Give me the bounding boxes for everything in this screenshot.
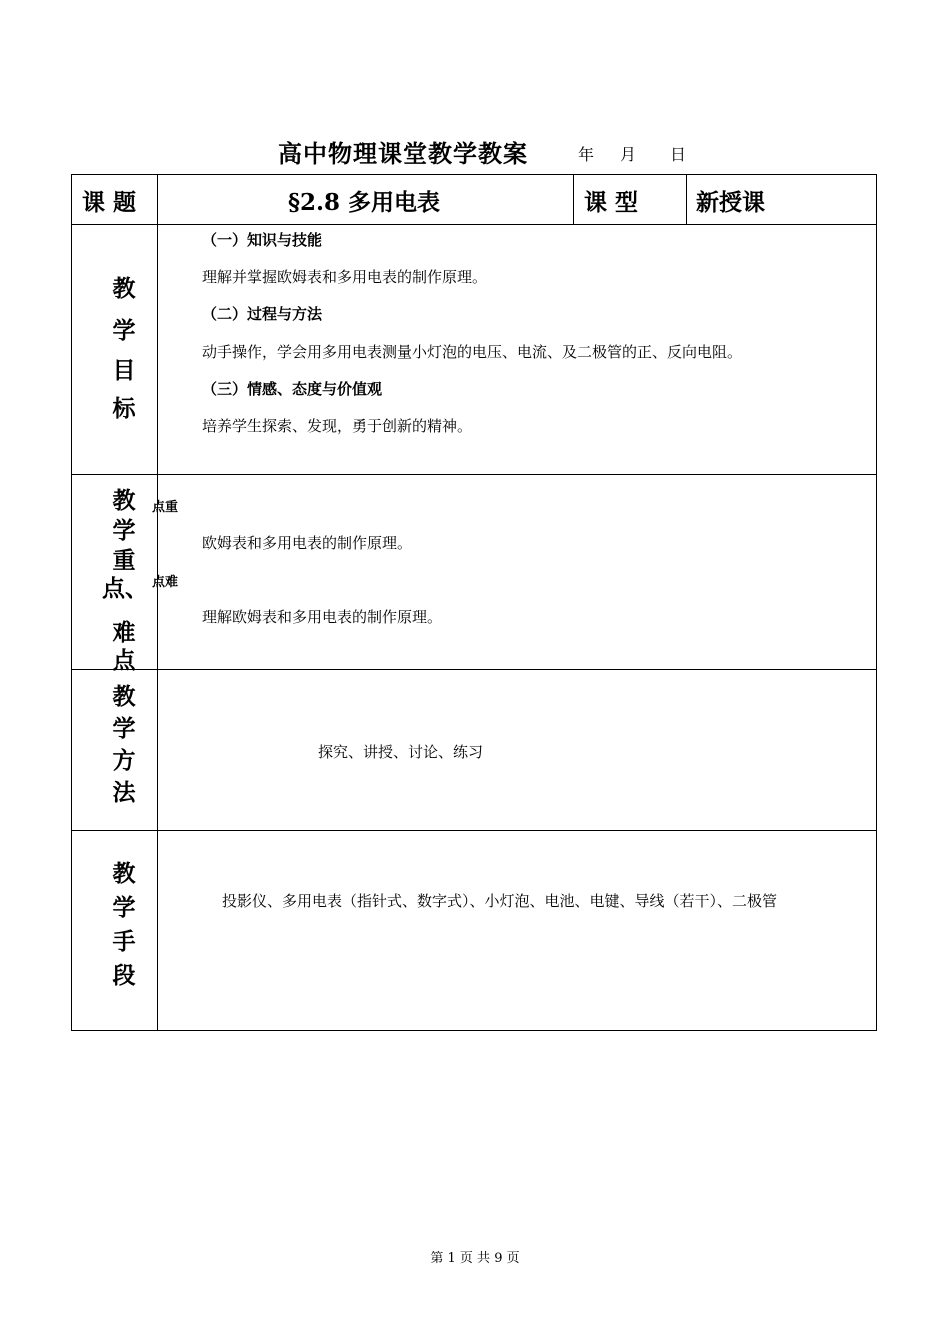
difficulty-tag: 点难 — [152, 575, 179, 590]
objectives-label: 教 学 目 标 — [112, 275, 136, 422]
methods-text: 探究、讲授、讨论、练习 — [318, 743, 484, 761]
row-divider — [71, 224, 877, 225]
objective-heading: （三）情感、态度与价值观 — [202, 380, 383, 398]
focus-text: 欧姆表和多用电表的制作原理。 — [202, 534, 413, 552]
objective-text: 培养学生探索、发现，勇于创新的精神。 — [202, 417, 473, 435]
column-divider — [573, 174, 574, 225]
type-value: 新授课 — [696, 189, 765, 216]
date-year: 年 — [578, 145, 595, 164]
column-divider — [686, 174, 687, 225]
means-text: 投影仪、多用电表（指针式、数字式）、小灯泡、电池、电键、导线（若干）、二极管 — [222, 892, 778, 910]
column-divider — [157, 174, 158, 1031]
objective-heading: （二）过程与方法 — [202, 305, 323, 323]
methods-label: 教 学 方 法 — [112, 683, 136, 806]
focus-tag: 点重 — [152, 500, 179, 515]
header — [0, 134, 950, 170]
means-label: 教 学 手 段 — [112, 860, 136, 989]
objective-text: 动手操作，学会用多用电表测量小灯泡的电压、电流、及二极管的正、反向电阻。 — [202, 343, 743, 361]
key-points-label: 教 学 重 点、 难 点 — [102, 487, 148, 674]
date-day: 日 — [670, 145, 687, 164]
page-number: 第 1 页 共 9 页 — [430, 1251, 520, 1266]
row-divider — [71, 669, 877, 670]
row-divider — [71, 474, 877, 475]
difficulty-text: 理解欧姆表和多用电表的制作原理。 — [202, 608, 443, 626]
topic-label: 课 题 — [82, 189, 137, 216]
topic-value: §2.8 多用电表 — [288, 189, 441, 216]
objective-heading: （一）知识与技能 — [202, 231, 323, 249]
objective-text: 理解并掌握欧姆表和多用电表的制作原理。 — [202, 268, 488, 286]
page-title: 高中物理课堂教学教案 — [278, 139, 528, 168]
date-month: 月 — [620, 145, 637, 164]
row-divider — [71, 830, 877, 831]
type-label: 课 型 — [584, 189, 639, 216]
